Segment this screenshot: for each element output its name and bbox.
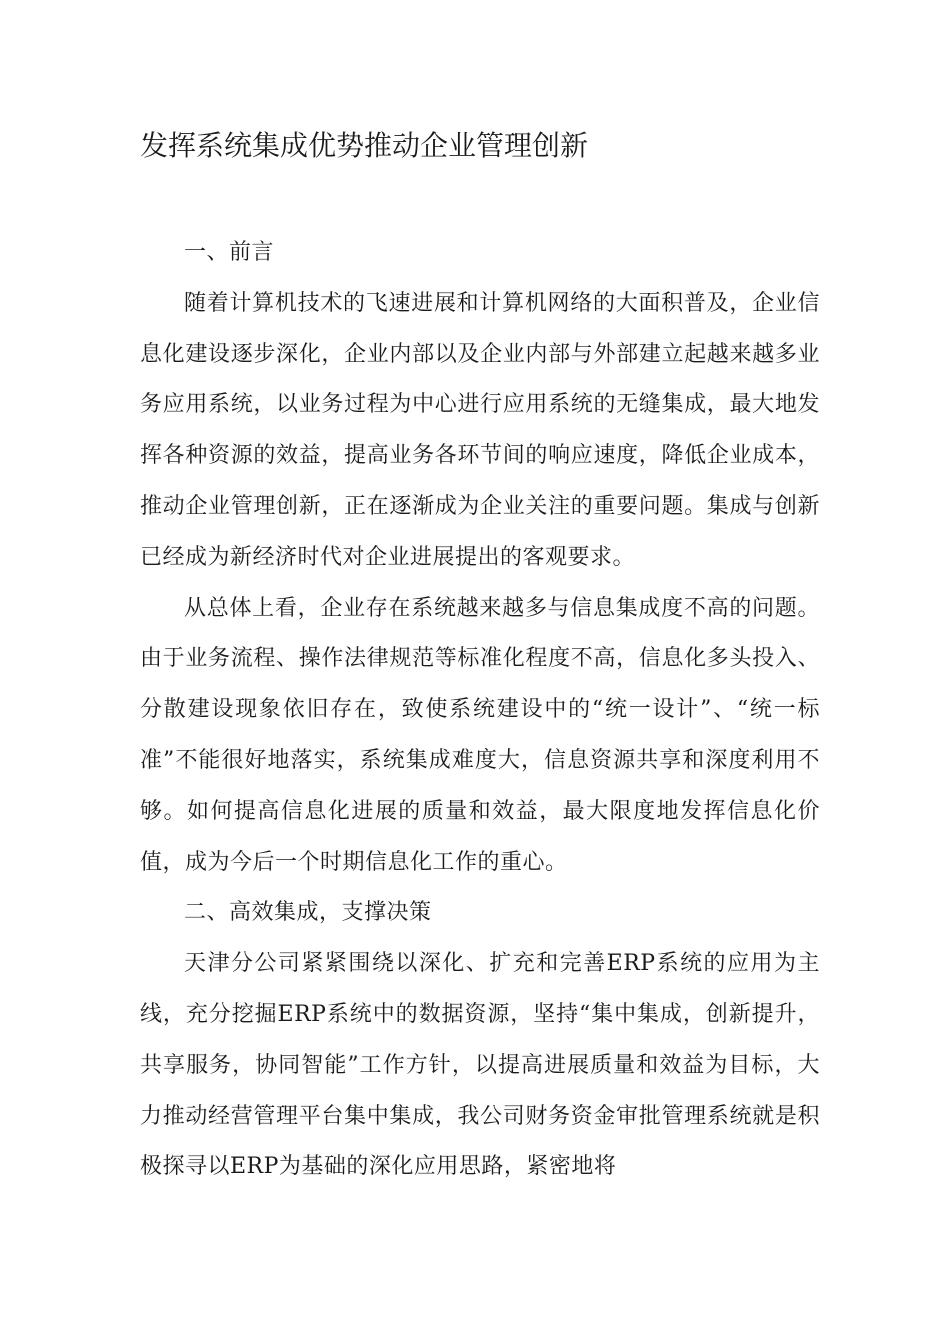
document-body: [140, 228, 820, 1193]
document-title: 发挥系统集成优势推动企业管理创新: [140, 129, 589, 162]
paragraph: 随着计算机技术的飞速进展和计算机网络的大面积普及，企业信息化建设逐步深化，企业内部以及企业内部与外部建立起越来越多业务应用系统，以业务过程为中心进行应用系统的无缝集成，最大地发挥各种资源的效益，提高业务各环节间的响应速度，降低企业成本，推动企业管理创新，正在逐渐成为企业关注的重要问题。集成与创新已经成为新经济时代对企业进展提出的客观要求。: [140, 290, 820, 570]
paragraph: 天津分公司紧紧围绕以深化、扩充和完善ERP系统的应用为主线，充分挖掘ERP系统中的数据资源，坚持“集中集成，创新提升，共享服务，协同智能”工作方针，以提高进展质量和效益为目标，大力推动经营管理平台集中集成，我公司财务资金审批管理系统就是积极探寻以ERP为基础的深化应用思路，紧密地将: [140, 951, 820, 1180]
section-heading: 二、高效集成，支撑决策: [184, 900, 432, 926]
section-heading: 一、前言: [184, 240, 275, 265]
paragraph: 从总体上看，企业存在系统越来越多与信息集成度不高的问题。由于业务流程、操作法律规范等标准化程度不高，信息化多头投入、分散建设现象依旧存在，致使系统建设中的“统一设计”、“统一标准”不能很好地落实，系统集成难度大，信息资源共享和深度利用不够。如何提高信息化进展的质量和效益，最大限度地发挥信息化价值，成为今后一个时期信息化工作的重心。: [140, 595, 820, 875]
